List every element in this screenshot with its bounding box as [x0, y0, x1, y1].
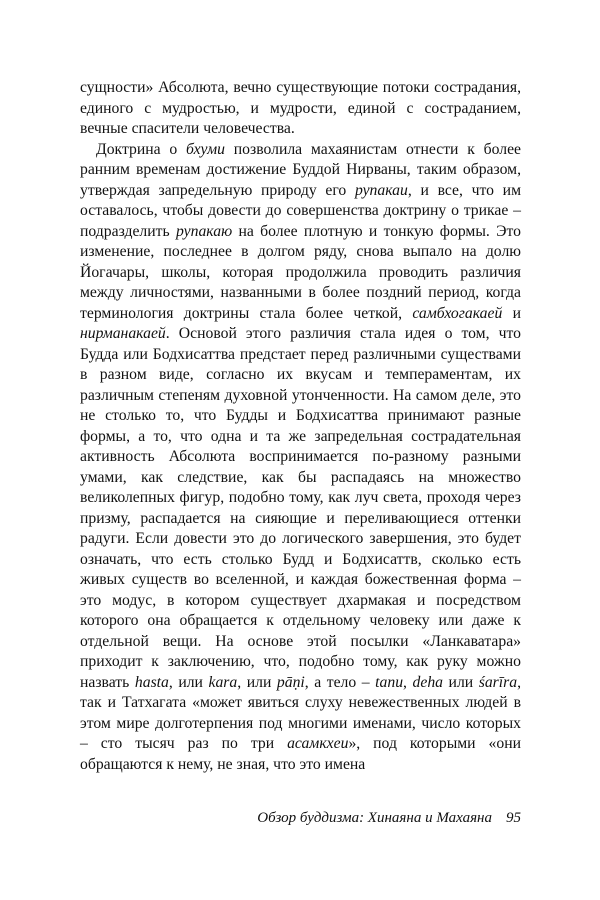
text-run: , так и Татхагата «может явиться слуху невежественных людей в этом мире долготерпения под многими именами, число которых – сто тысяч раз по три	[80, 673, 522, 752]
italic-term: kara	[208, 673, 238, 691]
page-number: 95	[506, 810, 521, 826]
text-run: , или	[237, 673, 277, 691]
text-run: сущности» Абсолюта, вечно существующие потоки сострадания, единого с мудростью, и мудрости, единой с состраданием, вечные спасители человечества.	[80, 79, 521, 137]
text-run: », под которыми «они обращаются к нему, не зная, что это имена	[80, 735, 521, 773]
footer-book-title: Обзор буддизма: Хинаяна и Махаяна	[257, 810, 492, 826]
italic-term: нирманакаей	[80, 325, 166, 342]
italic-term: śarīra	[478, 673, 518, 691]
text-run: и	[502, 304, 521, 322]
italic-term: deha	[412, 673, 444, 691]
text-run: , или	[168, 673, 209, 691]
running-footer	[80, 810, 521, 827]
italic-term: tanu	[375, 673, 404, 691]
text-run: , и все, что им оставалось, чтобы довести до совершенства доктрину о трикае – подразделить	[80, 181, 521, 240]
italic-term: рупакаю	[176, 222, 233, 240]
text-run: на более плотную и тонкую формы. Это изменение, последнее в долгом ряду, снова выпало на долю Йогачары, школы, которая продолжила проводить различия между личностями, названными в более поздний период, когда терминология доктрины стала более четкой,	[80, 222, 521, 322]
paragraph	[80, 78, 521, 140]
text-run: ,	[403, 673, 413, 691]
italic-term: рупакаи	[354, 181, 408, 199]
text-run: . Основой этого различия стала идея о том, что Будда или Бодхисаттва предстает перед различными существами в разном виде, согласно их вкусам и темпераментам, их различным степеням духовной утонченности. На самом деле, это не столько то, что Будды и Бодхисаттва принимают разные формы, а то, что одна и та же запредельная сострадательная активность Абсолюта воспринимается по-разному разными умами, как следствие, как бы распадаясь на множество великолепных фигур, подобно тому, как луч света, проходя через призму, распадается на сияющие и переливающиеся оттенки радуги. Если довести это до логического завершения, это будет означать, что есть столько Будд и Бодхисаттв, сколько есть живых существ во вселенной, и каждая божественная форма – это модус, в котором существует дхармакая и посредством которого она обращается к отдельному человеку или даже к отдельной вещи. На основе этой посылки «Ланкаватара» приходит к заключению, что, подобно тому, как руку можно назвать	[80, 325, 521, 691]
page-body	[80, 78, 521, 775]
text-run: Доктрина о	[96, 140, 187, 158]
paragraph	[80, 140, 521, 776]
italic-term: pāṇi	[276, 673, 305, 691]
text-run: или	[443, 673, 479, 691]
italic-term: бхуми	[186, 140, 225, 158]
italic-term: самбхогакаей	[412, 304, 503, 322]
italic-term: асамкхеи	[287, 735, 349, 752]
text-run: , а тело –	[304, 673, 376, 691]
text-run: позволила махаянистам отнести к более ранним временам достижение Буддой Нирваны, таким образом, утверждая запредельную природу его	[80, 140, 521, 199]
italic-term: hasta	[134, 673, 169, 691]
